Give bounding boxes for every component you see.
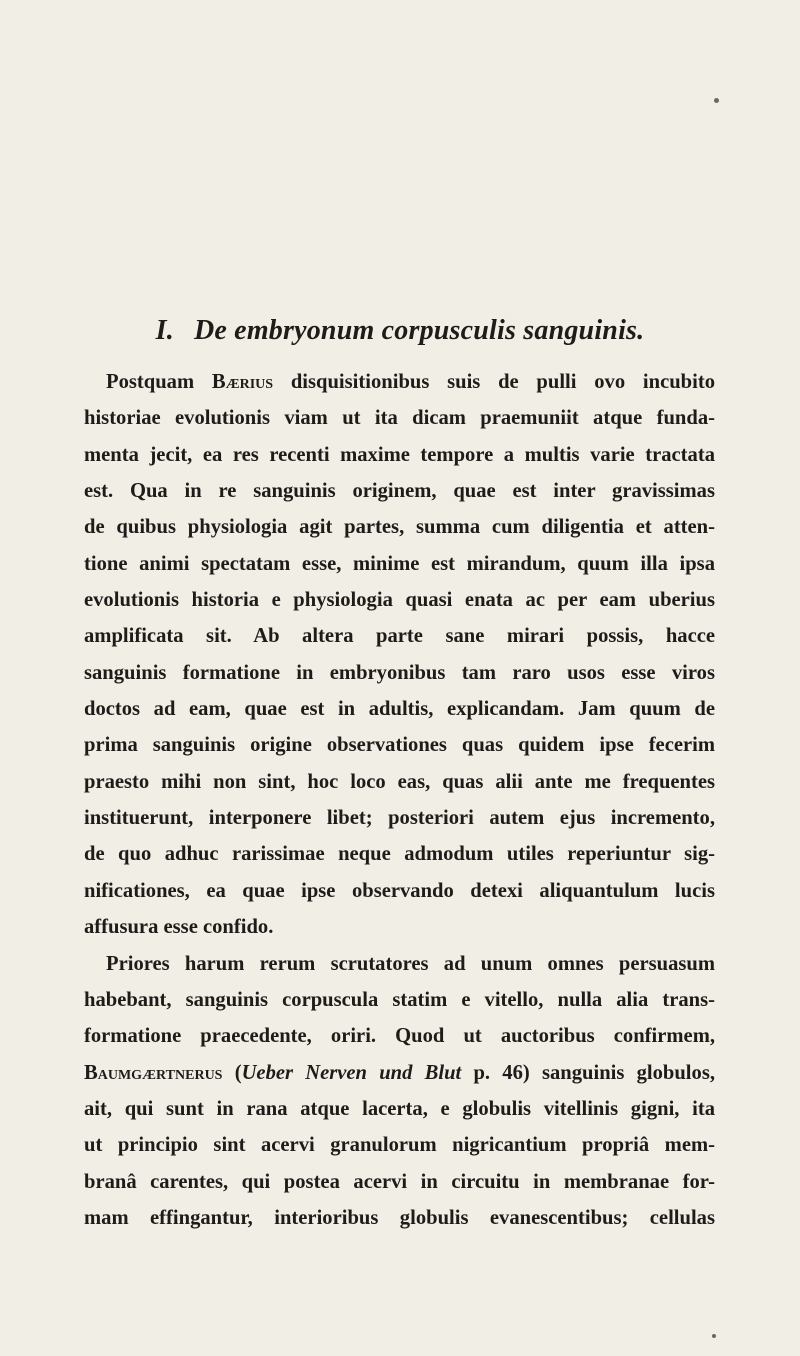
text-line — [84, 400, 715, 436]
cited-work: Ueber Nerven und Blut — [241, 1061, 462, 1084]
text-run: ait, qui sunt in rana atque lacerta, e globulis vitellinis gigni, ita — [84, 1097, 715, 1120]
text-line — [84, 509, 715, 545]
text-line — [84, 764, 715, 800]
text-run: instituerunt, interponere libet; posteriori autem ejus incremento, — [84, 807, 715, 830]
text-line — [84, 582, 715, 618]
text-run: est. Qua in re sanguinis originem, quae est inter gravissimas — [84, 480, 715, 503]
text-run: Priores harum rerum scrutatores ad unum omnes persuasum — [106, 952, 715, 975]
text-run: nificationes, ea quae ipse observando detexi aliquantulum lucis — [84, 879, 715, 902]
text-run: de quo adhuc rarissimae neque admodum utiles reperiuntur sig- — [84, 843, 715, 866]
text-run: menta jecit, ea res recenti maxime tempore a multis varie tractata — [84, 443, 715, 466]
text-line — [84, 546, 715, 582]
text-line — [84, 982, 715, 1018]
text-line — [84, 437, 715, 473]
text-run: affusura esse confido. — [84, 916, 274, 939]
text-line — [84, 946, 715, 982]
text-line — [84, 691, 715, 727]
text-run: formatione praecedente, oriri. Quod ut auctoribus confirmem, — [84, 1025, 715, 1048]
section-title: De embryonum corpusculis sanguinis. — [193, 315, 645, 346]
text-line — [84, 655, 715, 691]
text-line — [84, 836, 715, 872]
author-name: Baumgærtnerus — [84, 1061, 223, 1084]
section-number: I. — [155, 315, 174, 346]
text-line — [84, 1055, 715, 1091]
text-run: ut principio sint acervi granulorum nigricantium propriâ mem- — [84, 1134, 715, 1157]
text-run: branâ carentes, qui postea acervi in circuitu in membranae for- — [84, 1170, 715, 1193]
text-run: tione animi spectatam esse, minime est mirandum, quum illa ipsa — [84, 552, 715, 575]
text-run: amplificata sit. Ab altera parte sane mirari possis, hacce — [84, 625, 715, 648]
text-run: sanguinis formatione in embryonibus tam raro usos esse viros — [84, 661, 715, 684]
text-run: historiae evolutionis viam ut ita dicam praemuniit atque funda- — [84, 407, 715, 430]
text-run: praesto mihi non sint, hoc loco eas, quas alii ante me frequentes — [84, 770, 715, 793]
text-run: prima sanguinis origine observationes quas quidem ipse fecerim — [84, 734, 715, 757]
body-text — [84, 364, 715, 1236]
text-run: ( — [222, 1061, 242, 1084]
text-run: p. 46) sanguinis globulos, — [461, 1061, 715, 1084]
text-run: disquisitionibus suis de pulli ovo incubito — [273, 371, 715, 393]
text-line — [84, 1018, 715, 1054]
text-run: doctos ad eam, quae est in adultis, explicandam. Jam quum de — [84, 698, 715, 721]
text-line — [84, 1200, 715, 1236]
text-line — [84, 873, 715, 909]
text-line — [84, 1127, 715, 1163]
section-heading — [0, 311, 800, 351]
text-line — [84, 1164, 715, 1200]
text-line — [84, 909, 715, 945]
text-line — [84, 618, 715, 654]
ink-speck — [712, 1334, 716, 1338]
text-line — [84, 473, 715, 509]
text-line — [84, 800, 715, 836]
author-name: Bærius — [211, 371, 274, 393]
text-line — [84, 1091, 715, 1127]
text-run: evolutionis historia e physiologia quasi enata ac per eam uberius — [84, 589, 715, 612]
text-run: Postquam — [106, 371, 212, 393]
text-line — [84, 727, 715, 763]
text-run: mam effingantur, interioribus globulis evanescentibus; cellulas — [84, 1206, 715, 1229]
text-line — [84, 364, 715, 400]
text-run: habebant, sanguinis corpuscula statim e vitello, nulla alia trans- — [84, 988, 715, 1011]
text-run: de quibus physiologia agit partes, summa cum diligentia et atten- — [84, 516, 715, 539]
ink-speck — [714, 98, 719, 103]
